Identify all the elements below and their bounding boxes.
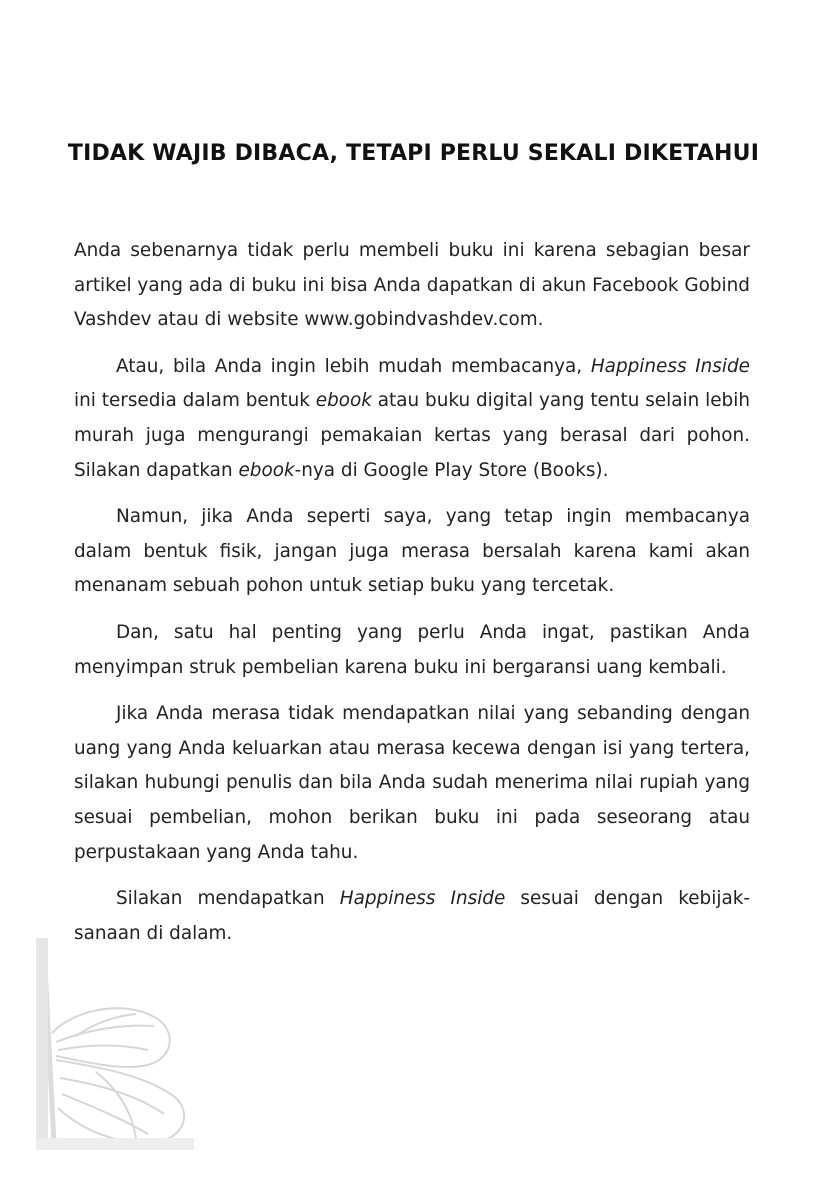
italic-text: Happiness Inside bbox=[590, 355, 750, 377]
text-segment: atau buku digital yang tentu selain lebih murah juga mengurangi pemakaian kertas yang berasal dari pohon. Silakan dapatkan bbox=[74, 390, 750, 481]
italic-text: ebook bbox=[315, 390, 372, 412]
butterfly-watermark-icon bbox=[36, 938, 194, 1150]
paragraph bbox=[74, 350, 750, 488]
text-segment: Jika Anda merasa tidak mendapatkan nilai yang sebanding dengan uang yang Anda keluarkan atau merasa kecewa dengan isi yang tertera, silakan hubungi penulis dan bila Anda sudah menerima nilai rupiah yang sesuai pembelian, mohon berikan buku ini pada seseorang atau perpustakaan yang Anda tahu. bbox=[74, 703, 750, 863]
paragraph bbox=[74, 500, 750, 604]
text-segment: Atau, bila Anda ingin lebih mudah membacanya, bbox=[116, 355, 591, 377]
text-segment: -nya di Google Play Store (Books). bbox=[294, 459, 609, 481]
page-title: TIDAK WAJIB DIBACA, TETAPI PERLU SEKALI DIKETAHUI bbox=[67, 141, 760, 166]
body-text bbox=[74, 234, 750, 963]
italic-text: Happiness Inside bbox=[339, 888, 506, 910]
text-segment: Namun, jika Anda seperti saya, yang tetap ingin membacanya dalam bentuk fisik, jangan juga merasa bersalah karena kami akan menanam sebuah pohon untuk setiap buku yang tercetak. bbox=[74, 506, 750, 597]
text-segment: Silakan mendapatkan bbox=[116, 888, 340, 910]
text-segment: Dan, satu hal penting yang perlu Anda ingat, pastikan Anda menyimpan struk pembelian karena buku ini bergaransi uang kembali. bbox=[74, 621, 750, 678]
text-segment: Anda sebenarnya tidak perlu membeli buku ini karena sebagian besar artikel yang ada di buku ini bisa Anda dapatkan di akun Facebook Gobind Vashdev atau di website www.gobindvashdev.com. bbox=[74, 240, 750, 331]
paragraph bbox=[74, 697, 750, 870]
italic-text: ebook bbox=[238, 459, 295, 481]
paragraph bbox=[74, 234, 750, 338]
paragraph bbox=[74, 616, 750, 685]
text-segment: ini tersedia dalam bentuk bbox=[74, 390, 316, 412]
text-segment: sesuai dengan kebijak-sanaan di dalam. bbox=[74, 888, 750, 944]
